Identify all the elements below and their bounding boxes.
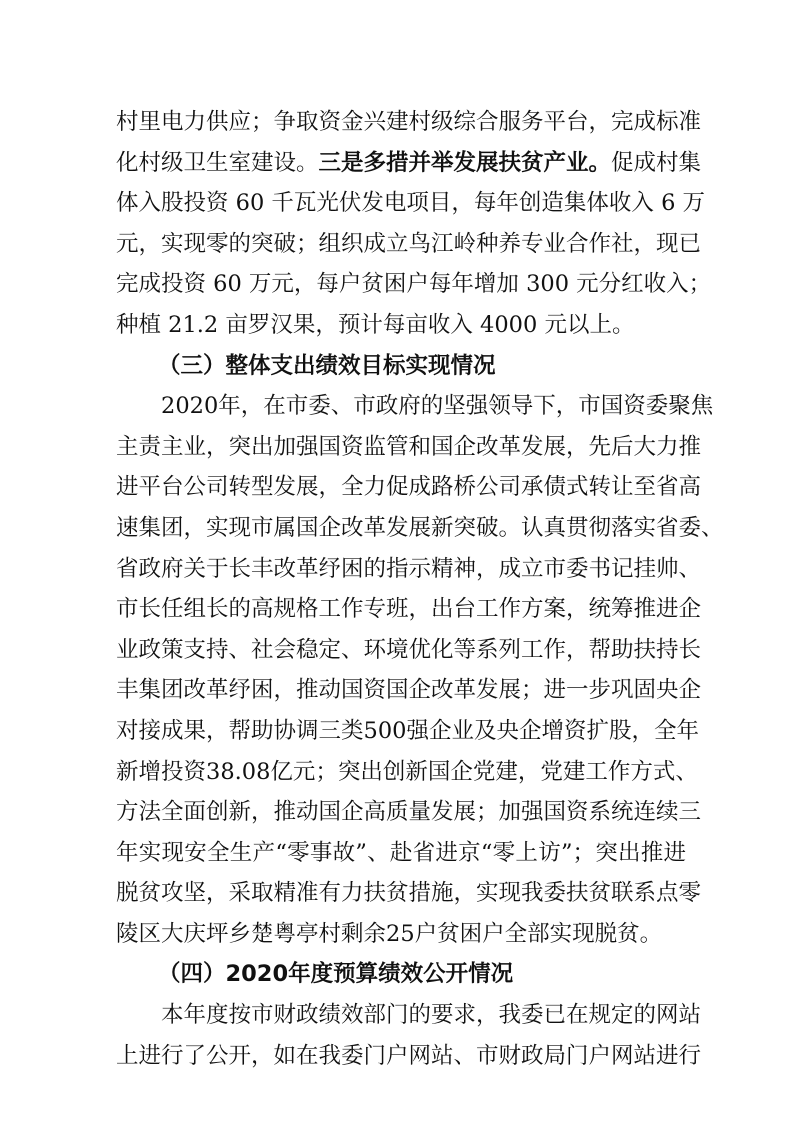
- body-text: [116, 102, 724, 1076]
- section-heading: （三）整体支出绩效目标实现情况: [158, 352, 496, 379]
- text-line: 村里电力供应；争取资金兴建村级综合服务平台，完成标准: [116, 109, 702, 135]
- text-line: 丰集团改革纾困，推动国资国企改革发展；进一步巩固央企: [116, 677, 702, 704]
- paragraph-first-line: 本年度按市财政绩效部门的要求，我委已在规定的网站: [161, 1002, 702, 1029]
- text-line: 新增投资38.08亿元；突出创新国企党建，党建工作方式、: [116, 758, 698, 785]
- text-line: 元，实现零的突破；组织成立鸟江岭种养专业合作社，现已: [116, 230, 702, 257]
- text-line: 对接成果，帮助协调三类500强企业及央企增资扩股，全年: [116, 717, 699, 744]
- text-line: 上进行了公开，如在我委门户网站、市财政局门户网站进行: [116, 1042, 702, 1069]
- text-line: 业政策支持、社会稳定、环境优化等系列工作，帮助扶持长: [116, 636, 702, 663]
- text-line: 种植 21.2 亩罗汉果，预计每亩收入 4000 元以上。: [116, 311, 635, 338]
- text-line: 脱贫攻坚，采取精准有力扶贫措施，实现我委扶贫联系点零: [116, 880, 702, 907]
- paragraph-first-line: 2020年，在市委、市政府的坚强领导下，市国资委聚焦: [161, 393, 714, 420]
- text-line: 省政府关于长丰改革纾困的指示精神，成立市委书记挂帅、: [116, 555, 702, 582]
- text-line: 体入股投资 60 千瓦光伏发电项目，每年创造集体收入 6 万: [116, 190, 706, 217]
- text-line: 陵区大庆坪乡楚粤亭村剩余25户贫困户全部实现脱贫。: [116, 920, 663, 947]
- bold-lead-sentence: 三是多措并举发展扶贫产业。: [318, 149, 612, 176]
- text-line: 进平台公司转型发展，全力促成路桥公司承债式转让至省高: [116, 474, 702, 501]
- text-line: 方法全面创新，推动国企高质量发展；加强国资系统连续三: [116, 799, 702, 826]
- text-line: 主责主业，突出加强国资监管和国企改革发展，先后大力推: [116, 433, 702, 460]
- text-line: 完成投资 60 万元，每户贫困户每年增加 300 元分红收入；: [116, 271, 712, 298]
- text-line: 速集团，实现市属国企改革发展新突破。认真贯彻落实省委、: [116, 514, 724, 541]
- text-line: [116, 143, 702, 184]
- text-segment: 促成村集: [611, 149, 702, 176]
- text-line: 市长任组长的高规格工作专班，出台工作方案，统筹推进企: [116, 596, 702, 623]
- text-line: 年实现安全生产“零事故”、赴省进京“零上访”；突出推进: [116, 839, 686, 866]
- section-heading: （四）2020年度预算绩效公开情况: [158, 961, 514, 988]
- text-segment: 化村级卫生室建设。: [116, 149, 319, 176]
